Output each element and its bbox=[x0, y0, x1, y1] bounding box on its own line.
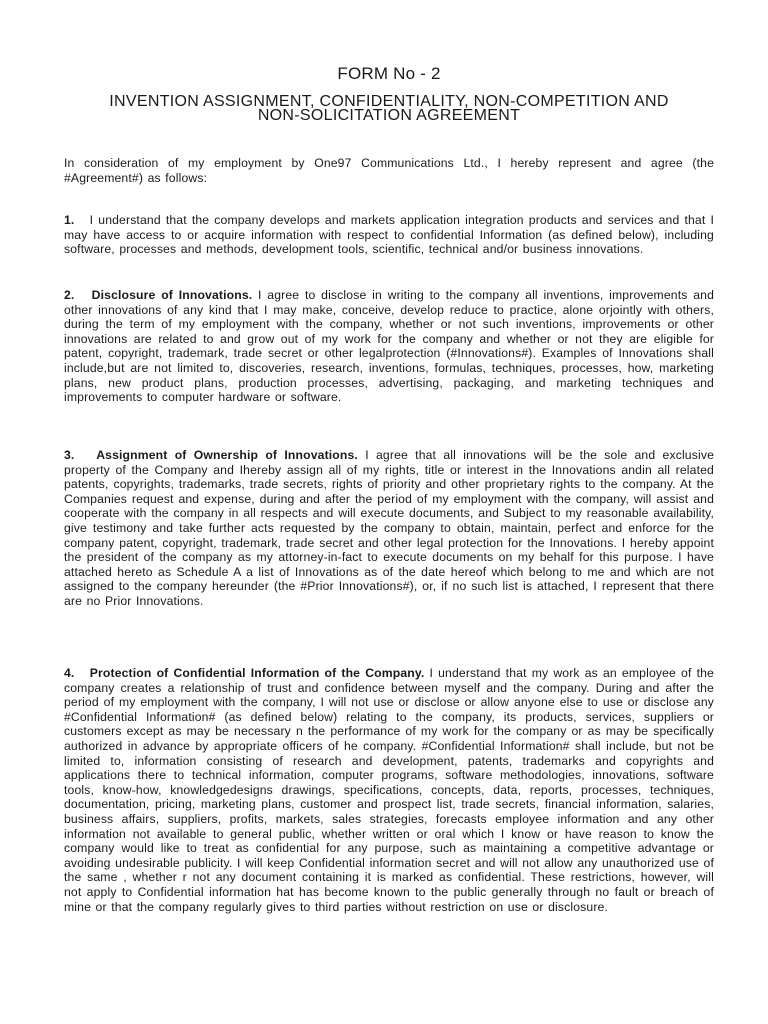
section-4-body: I understand that my work as an employee of the company creates a relationship of trust and confidence between myself and the company. During and after the period of my employment with the company, I will not use or disclose or allow anyone else to use or disclose any #Confidential Information# (as defined below) relating to the company, its products, services, suppliers or customers except as may be necessary n the performance of my work for the company or as may be specifically authorized in advance by appropriate officers of he company. #Confidential Information# shall include, but not be limited to, information consisting of research and development, patents, trademarks and copyrights and applications there to technical information, computer programs, software methodologies, innovations, software tools, know-how, knowledgedesigns drawings, specifications, concepts, data, reports, processes, techniques, documentation, pricing, marketing plans, customer and prospect list, trade secrets, financial information, salaries, business affairs, suppliers, profits, markets, sales strategies, forecasts employee information and any other information not available to general public, whether written or oral which I know or have reason to know the company would like to treat as confidential for any purpose, such as maintaining a competitive advantage or avoiding undesirable publicity. I will keep Confidential information secret and will not allow any unauthorized use of the same , whether r not any document containing it is marked as confidential. These restrictions, however, will not apply to Confidential information hat has become known to the public generally through no fault or breach of mine or that the company regularly gives to third parties without restriction on use or disclosure. bbox=[64, 666, 714, 914]
section-2-heading: Disclosure of Innovations. bbox=[91, 288, 253, 302]
form-number: FORM No - 2 bbox=[337, 64, 441, 83]
section-2-body: I agree to disclose in writing to the company all inventions, improvements and other innovations of any kind that I may make, conceive, develop reduce to practice, alone orjointly with others, during the term of my employment with the company, whether or not such inventions, improvements or other innovations are related to and grow out of my work for the company and whether or not they are eligible for patent, copyright, trademark, trade secret or other legalprotection (#Innovations#). Examples of Innovations shall include,but are not limited to, discoveries, research, inventions, formulas, techniques, processes, how, marketing plans, new product plans, production processes, advertising, packaging, and marketing techniques and improvements to computer hardware or software. bbox=[64, 288, 714, 405]
section-2 bbox=[64, 288, 714, 405]
section-1-number: 1. bbox=[64, 213, 75, 227]
section-4 bbox=[64, 666, 714, 914]
intro-paragraph: In consideration of my employment by One97 Communications Ltd., I hereby represent and agree (the #Agreement#) as follows: bbox=[64, 156, 714, 185]
section-4-number: 4. bbox=[64, 666, 75, 680]
section-4-heading: Protection of Confidential Information of the Company. bbox=[89, 666, 425, 680]
section-1 bbox=[64, 213, 714, 257]
section-3-number: 3. bbox=[64, 448, 75, 462]
document-title bbox=[64, 95, 714, 123]
section-3-body: I agree that all innovations will be the sole and exclusive property of the Company and Ihereby assign all of my rights, title or interest in the Innovations andin all related patents, copyrights, trademarks, trade secrets, rights of priority and other proprietary rights to the company. At the Companies request and expense, during and after the period of my employment with the company, will assist and cooperate with the company in all respects and will execute documents, and Subject to my reasonable availability, give testimony and take further acts requested by the company to obtain, maintain, perfect and enforce for the company patent, copyright, trademark, trade secret and other legal protection for the Innovations. I hereby appoint the president of the company as my attorney-in-fact to execute documents on my behalf for this purpose. I have attached hereto as Schedule A a list of Innovations as of the date hereof which belong to me and which are not assigned to the company hereunder (the #Prior Innovations#), or, if no such list is attached, I represent that there are no Prior Innovations. bbox=[64, 448, 715, 608]
section-1-body: I understand that the company develops and markets application integration products and services and that I may have access to or acquire information with respect to confidential Information (as defined below), including software, processes and methods, development tools, scientific, technical and/or business innovations. bbox=[64, 213, 714, 257]
section-2-number: 2. bbox=[64, 288, 75, 302]
section-3-heading: Assignment of Ownership of Innovations. bbox=[96, 448, 358, 462]
title-line-2: NON-SOLICITATION AGREEMENT bbox=[257, 107, 521, 124]
title-line-1: INVENTION ASSIGNMENT, CONFIDENTIALITY, NON-COMPETITION AND bbox=[109, 93, 669, 110]
section-3 bbox=[64, 448, 714, 609]
